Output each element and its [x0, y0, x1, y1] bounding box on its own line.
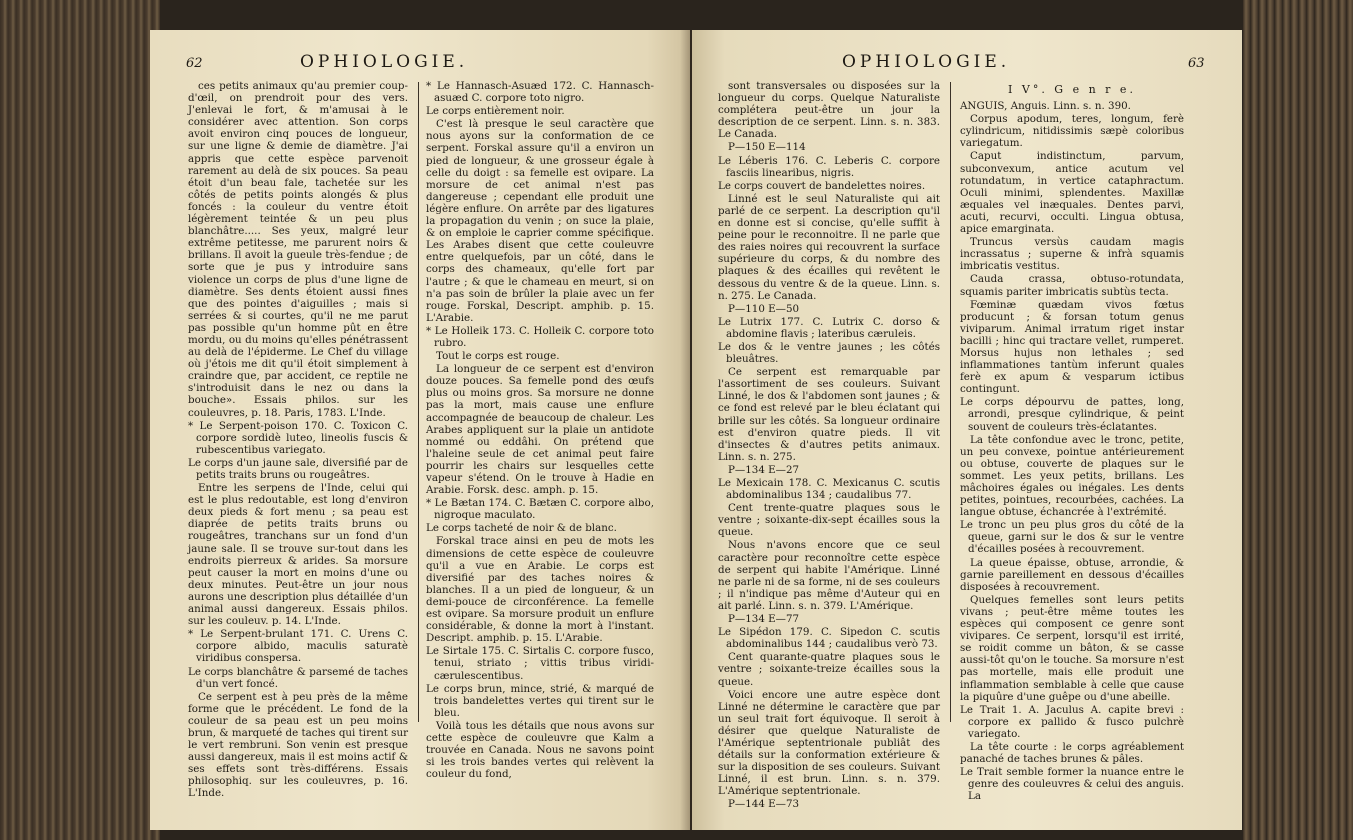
paragraph: Le Sipédon 179. C. Sipedon C. scutis abdominalibus 144 ; caudalibus verò 73. [718, 626, 940, 651]
paragraph: Corpus apodum, teres, longum, ferè cylindricum, nitidissimis sæpè coloribus variegatum. [960, 113, 1184, 150]
paragraph: Forskal trace ainsi en peu de mots les dimensions de cette espèce de couleuvre qu'il a vue en Arabie. Le corps est diversifié par des taches noires & blanches. Il a un pied de longueur, & un demi-pouce de circonférence. La femelle est ovipare. Sa morsure produit un enflure considérable, & donne la mort à l'instant. Descript. amphib. p. 15. L'Arabie. [426, 535, 654, 645]
paragraph: * Le Hannasch-Asuæd 172. C. Hannasch-asuæd C. corpore toto nigro. [426, 80, 654, 105]
paragraph: P—110 E—50 [728, 302, 800, 315]
paragraph: Le Trait 1. A. Jaculus A. capite brevi : corpore ex pallido & fusco pulchrè variegato. [960, 703, 1184, 740]
right-column-2 [960, 80, 1184, 803]
running-head-right: OPHIOLOGIE. [842, 52, 1011, 72]
paragraph: P—144 E—73 [728, 798, 800, 811]
paragraph: Le corps tacheté de noir & de blanc. [426, 522, 617, 535]
paragraph: Linné est le seul Naturaliste qui ait parlé de ce serpent. La description qu'il en donne est si concise, qu'elle suffit à peine pour le reconnoitre. Il ne parle que des raies noires qui recouvrent la surface supérieure du corps, & du nombre des plaques & des écailles qui revêtent le dessous du ventre & de la queue. Linn. s. n. 275. Le Canada. [718, 192, 940, 302]
paragraph: Le tronc un peu plus gros du côté de la queue, garni sur le dos & sur le ventre d'écailles posées à recouvrement. [960, 519, 1184, 556]
paragraph: Quelques femelles sont leurs petits vivans ; peut-être même toutes les espèces qui composent ce genre sont vivipares. Ce serpent, lorsqu'il est irrité, se roidit comme un bâton, & se casse aussi-tôt qu'on le touche. Sa morsure n'est pas mortelle, mais elle produit une inflammation semblable à celle que cause la piquûre d'une guêpe ou d'une abeille. [960, 593, 1184, 703]
paragraph: Le Lutrix 177. C. Lutrix C. dorso & abdomine flavis ; lateribus cæruleis. [718, 315, 940, 340]
paragraph: La queue épaisse, obtuse, arrondie, & garnie pareillement en dessous d'écailles disposées à recouvrement. [960, 556, 1184, 593]
paragraph: C'est là presque le seul caractère que nous ayons sur la conformation de ce serpent. Forskal assure qu'il a environ un pied de longueur, & une grosseur égale à celle du doigt : sa femelle est ovipare. La morsure de cet animal n'est pas dangereuse ; cependant elle produit une légère enflure. On arrête par des ligatures la propagation du venin ; on suce la plaie, & on emploie le caprier comme spécifique. Les Arabes disent que cette couleuvre entre quelquefois, par un côté, dans le corps des chameaux, qu'elle fort par l'autre ; & que le chameau en meurt, si on n'a pas soin de brûler la plaie avec un fer rouge. Forskal, Descript. amphib. p. 15. L'Arabie. [426, 118, 654, 324]
paragraph: Voici encore une autre espèce dont Linné ne détermine le caractère que par un seul trait fort équivoque. Il seroit à désirer que quelque Naturaliste de l'Amérique septentrionale publiât des détails sur la conformation extérieure & sur la disposition de ses couleurs. Suivant Linné, il est brun. Linn. s. n. 379. L'Amérique septentrionale. [718, 688, 940, 798]
page-number-left: 62 [186, 56, 203, 71]
paragraph: La longueur de ce serpent est d'environ douze pouces. Sa femelle pond des œufs plus ou moins gros. Sa morsure ne donne pas la mort, mais cause une enflure accompagnée de beaucoup de chaleur. Les Arabes appliquent sur la plaie un antidote nommé ou eddâhi. On prétend que l'haleine seule de cet animal peut faire pourrir les chairs sur lesquelles cette vapeur s'étend. On le trouve à Hadie en Arabie. Forsk. desc. amph. p. 15. [426, 363, 654, 497]
paragraph: * Le Serpent-poison 170. C. Toxicon C. corpore sordidè luteo, lineolis fuscis & rubescentibus variegato. [188, 419, 408, 456]
column-rule-right [950, 82, 951, 722]
paragraph: La tête confondue avec le tronc, petite, un peu convexe, pointue antérieurement ou obtuse, couverte de plaques sur le sommet. Les yeux petits, brillans. Les mâchoires égales ou inégales. Les dents petites, pointues, recourbées, cachées. La langue obtuse, échancrée à l'extrémité. [960, 433, 1184, 519]
paragraph: La tête courte : le corps agréablement panaché de taches brunes & pâles. [960, 740, 1184, 766]
paragraph: P—134 E—77 [728, 613, 800, 626]
page-number-right: 63 [1188, 56, 1205, 71]
paragraph: Cauda crassa, obtuso-rotundata, squamis pariter imbricatis subtùs tecta. [960, 273, 1184, 298]
paragraph: Le Trait semble former la nuance entre le genre des couleuvres & celui des anguis. La [960, 766, 1184, 803]
paragraph: Le corps blanchâtre & parsemé de taches d'un vert foncé. [188, 665, 408, 690]
column-rule-left [418, 82, 419, 722]
paragraph: Le corps couvert de bandelettes noires. [718, 179, 926, 192]
paragraph: Truncus versùs caudam magis incrassatus ; superne & infrà squamis imbricatis vestitus. [960, 236, 1184, 273]
paragraph: Nous n'avons encore que ce seul caractère pour reconnoître cette espèce de serpent qui habite l'Amérique. Linné ne parle ni de sa forme, ni de ses couleurs ; il n'indique pas même d'Auteur qui en ait parlé. Linn. s. n. 379. L'Amérique. [718, 539, 940, 612]
paragraph: * Le Serpent-brulant 171. C. Urens C. corpore albido, maculis saturatè viridibus conspersa. [188, 628, 408, 665]
book-edge-right [1243, 0, 1353, 840]
paragraph: Cent trente-quatre plaques sous le ventre ; soixante-dix-sept écailles sous la queue. [718, 502, 940, 539]
left-column-2 [426, 80, 654, 781]
paragraph: Le Mexicain 178. C. Mexicanus C. scutis abdominalibus 134 ; caudalibus 77. [718, 477, 940, 502]
left-column-1 [188, 80, 408, 801]
paragraph: Le corps brun, mince, strié, & marqué de trois bandelettes vertes qui tirent sur le bleu. [426, 682, 654, 719]
paragraph: sont transversales ou disposées sur la longueur du corps. Quelque Naturaliste complétera peut-être un jour la description de ce serpent. Linn. s. n. 383. Le Canada. [718, 80, 940, 141]
paragraph: Le corps dépourvu de pattes, long, arrondi, presque cylindrique, & peint souvent de couleurs très-éclatantes. [960, 396, 1184, 433]
book-edge-left [0, 0, 160, 840]
paragraph: Le Sirtale 175. C. Sirtalis C. corpore fusco, tenui, striato ; vittis tribus viridi-cærulescentibus. [426, 645, 654, 682]
paragraph: Le dos & le ventre jaunes ; les côtés bleuâtres. [718, 340, 940, 366]
paragraph: Caput indistinctum, parvum, subconvexum, antice acutum vel rotundatum, in vertice cataphractum. Oculi minimi, splendentes. Maxillæ æquales vel inæquales. Dentes parvi, acuti, recurvi, occulti. Lingua obtusa, apice emarginata. [960, 150, 1184, 236]
left-page [150, 30, 690, 830]
running-head-left: OPHIOLOGIE. [300, 52, 469, 72]
paragraph: I V°. G e n r e. [1008, 83, 1136, 96]
paragraph: ANGUIS, Anguis. Linn. s. n. 390. [960, 100, 1131, 113]
paragraph: P—150 E—114 [728, 141, 806, 154]
paragraph: ces petits animaux qu'au premier coup-d'œil, on prendroit pour des vers. J'enlevai le fort, & m'amusai à le considérer avec attention. Son corps avoit environ cinq pouces de longueur, sur une ligne & demie de diamètre. J'ai appris que cette espèce parvenoit rarement au delà de six pouces. Sa peau étoit d'un beau fale, tachetée sur les côtés de petits points alongés & plus foncés : la couleur du ventre étoit légèrement teintée & un peu plus blanchâtre..... Ses yeux, malgré leur extrême petitesse, me parurent noirs & brillans. Il avoit la gueule très-fendue ; de sorte que je pus y introduire sans violence un corps de plus d'une ligne de diamètre. Ses dents étoient aussi fines que des pointes d'aiguilles ; mais si serrées & si courtes, qu'il ne me parut pas possible qu'un homme pût en être mordu, ou du moins qu'elles pénétrassent au delà de l'épiderme. Le Chef du village où j'étois me dit qu'il étoit simplement à craindre que, par accident, ce reptile ne s'introduisit dans le nez ou dans la bouche». Essais philos. sur les couleuvres, p. 18. Paris, 1783. L'Inde. [188, 80, 408, 419]
paragraph: Le corps entièrement noir. [426, 105, 565, 118]
paragraph: Fœminæ quædam vivos fœtus producunt ; & forsan totum genus viviparum. Animal irratum riget instar bacilli ; hinc qui tractare vellet, rumperet. Morsus hujus non lethales ; sed inflammationes tantùm inferunt quales ferè ex apum & vesparum ictibus contingunt. [960, 298, 1184, 396]
paragraph: * Le Bætan 174. C. Bætæn C. corpore albo, nigroque maculato. [426, 497, 654, 522]
paragraph: * Le Holleik 173. C. Holleik C. corpore toto rubro. [426, 324, 654, 349]
right-column-1 [718, 80, 940, 812]
paragraph: Cent quarante-quatre plaques sous le ventre ; soixante-treize écailles sous la queue. [718, 651, 940, 688]
paragraph: Le corps d'un jaune sale, diversifié par de petits traits bruns ou rougeâtres. [188, 456, 408, 481]
paragraph: Voilà tous les détails que nous avons sur cette espèce de couleuvre que Kalm a trouvée en Canada. Nous ne savons point si les trois bandes vertes qui relèvent la couleur du fond, [426, 719, 654, 781]
paragraph: Tout le corps est rouge. [436, 350, 560, 363]
paragraph: Ce serpent est à peu près de la même forme que le précédent. Le fond de la couleur de sa peau est un peu moins brun, & marqueté de taches qui tirent sur le vert rembruni. Son venin est presque aussi dangereux, mais il est moins actif & ses effets sont très-différens. Essais philosophiq. sur les couleuvres, p. 16. L'Inde. [188, 690, 408, 800]
right-page [692, 30, 1242, 830]
paragraph: Le Léberis 176. C. Leberis C. corpore fasciis linearibus, nigris. [718, 154, 940, 179]
paragraph: P—134 E—27 [728, 463, 800, 476]
paragraph: Ce serpent est remarquable par l'assortiment de ses couleurs. Suivant Linné, le dos & l'abdomen sont jaunes ; & ce fond est relevé par le bleu éclatant qui brille sur les côtés. Sa longueur ordinaire est d'environ quatre pieds. Il vit d'insectes & d'autres petits animaux. Linn. s. n. 275. [718, 366, 940, 463]
paragraph: Entre les serpens de l'Inde, celui qui est le plus redoutable, est long d'environ deux pieds & fort menu ; sa peau est diaprée de petits traits bruns ou rougeâtres, tranchans sur un fond d'un jaune sale. Il se trouve sur-tout dans les endroits pierreux & arides. Sa morsure peut causer la mort en moins d'une ou deux minutes. Peut-être un jour nous aurons une description plus détaillée d'un animal aussi dangereux. Essais philos. sur les couleuv. p. 14. L'Inde. [188, 482, 408, 628]
